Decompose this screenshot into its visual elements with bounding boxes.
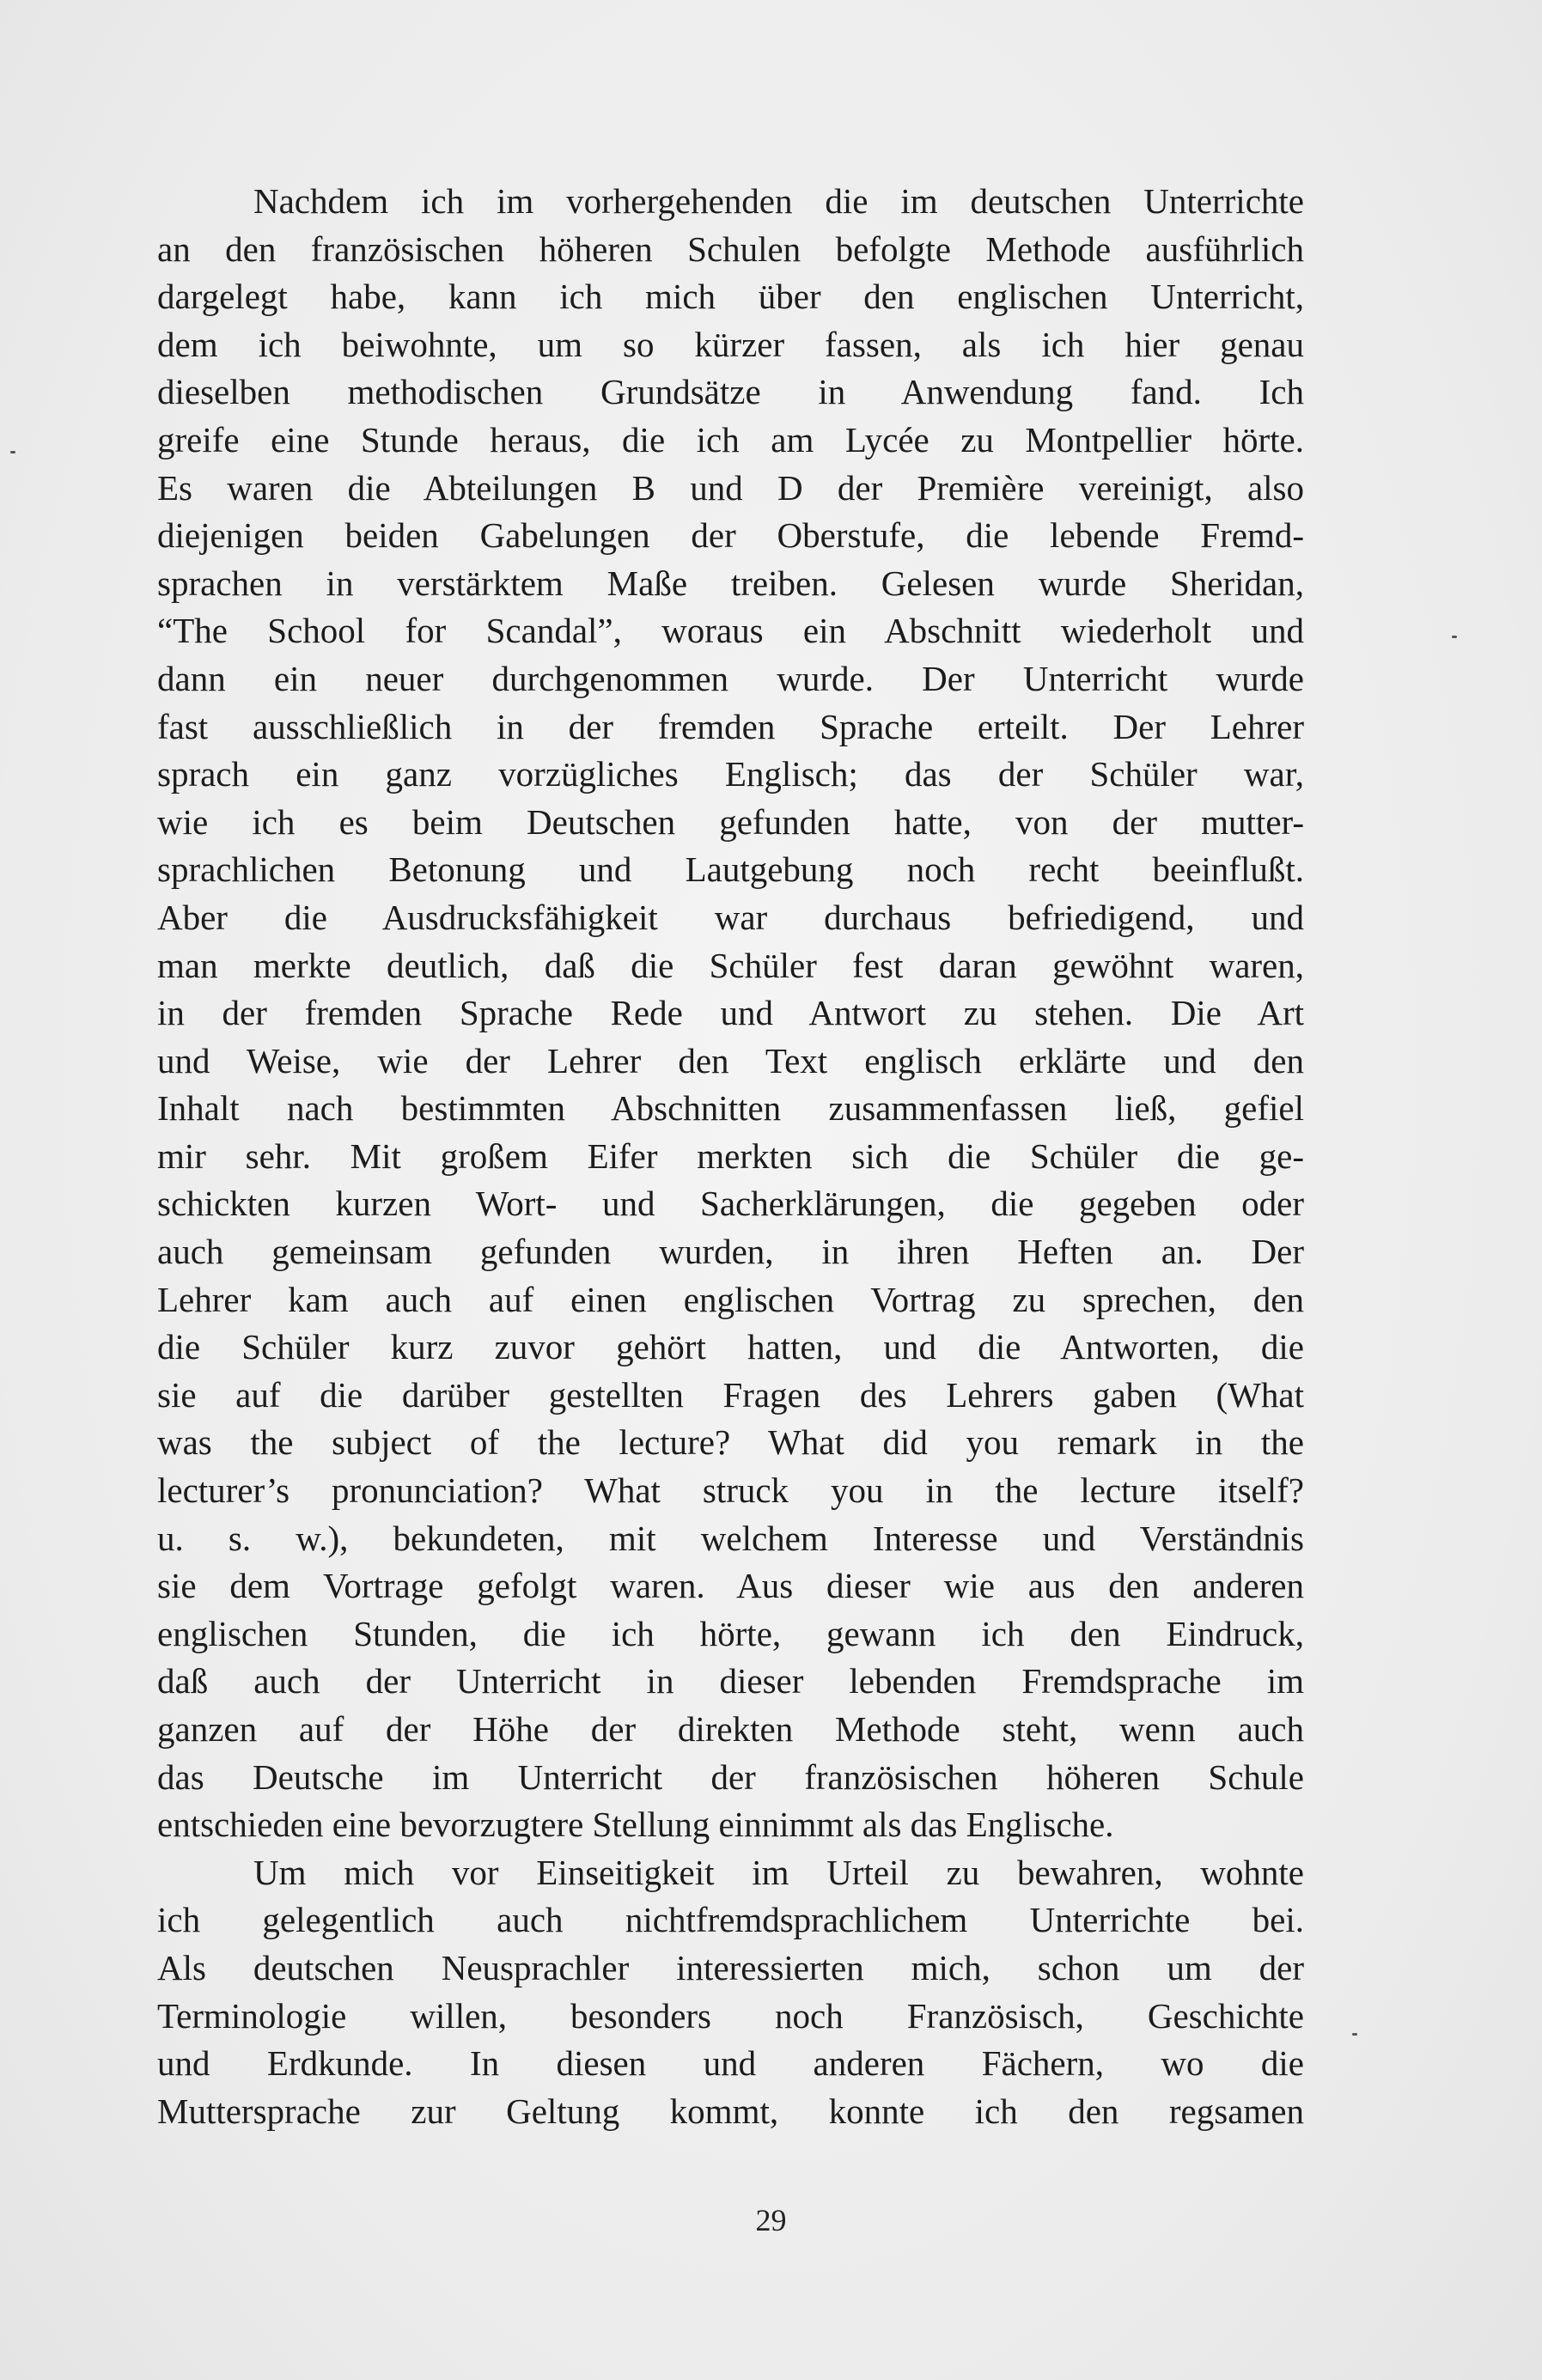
text-line: sie dem Vortrage gefolgt waren. Aus dieser wie aus den anderen <box>157 1566 1304 1606</box>
text-line: das Deutsche im Unterricht der französischen höheren Schule <box>157 1756 1304 1797</box>
text-line: sie auf die darüber gestellten Fragen des Lehrers gaben (What <box>157 1374 1304 1415</box>
text-line: greife eine Stunde heraus, die ich am Lycée zu Montpellier hörte. <box>157 419 1304 460</box>
text-line: sprachen in verstärktem Maße treiben. Gelesen wurde Sheridan, <box>157 563 1304 603</box>
text-line: lecturer’s pronunciation? What struck you in the lecture itself? <box>157 1470 1304 1511</box>
text-line: sprachlichen Betonung und Lautgebung noch recht beeinflußt. <box>157 849 1304 890</box>
text-line: englischen Stunden, die ich hörte, gewann ich den Eindruck, <box>157 1613 1304 1653</box>
scan-speck <box>10 451 15 453</box>
text-line: und Erdkunde. In diesen und anderen Fächern, wo die <box>157 2043 1304 2084</box>
text-line: dann ein neuer durchgenommen wurde. Der Unterricht wurde <box>157 658 1304 698</box>
text-line: Terminologie willen, besonders noch Französisch, Geschichte <box>157 1995 1304 2036</box>
text-line: Muttersprache zur Geltung kommt, konnte ich den regsamen <box>157 2091 1304 2131</box>
text-line: und Weise, wie der Lehrer den Text englisch erklärte und den <box>157 1040 1304 1080</box>
text-line: Es waren die Abteilungen B und D der Première vereinigt, also <box>157 467 1304 508</box>
text-line: u. s. w.), bekundeten, mit welchem Interesse und Verständnis <box>157 1518 1304 1558</box>
text-line: dieselben methodischen Grundsätze in Anwendung fand. Ich <box>157 372 1304 412</box>
text-line: die Schüler kurz zuvor gehört hatten, und die Antworten, die <box>157 1327 1304 1367</box>
text-line: fast ausschließlich in der fremden Sprache erteilt. Der Lehrer <box>157 706 1304 746</box>
text-line: man merkte deutlich, daß die Schüler fest daran gewöhnt waren, <box>157 945 1304 985</box>
text-line: wie ich es beim Deutschen gefunden hatte, von der mutter- <box>157 801 1304 842</box>
text-line: Lehrer kam auch auf einen englischen Vortrag zu sprechen, den <box>157 1279 1304 1319</box>
text-line: Nachdem ich im vorhergehenden die im deutschen Unterrichte <box>253 181 1304 221</box>
text-line: ganzen auf der Höhe der direkten Methode steht, wenn auch <box>157 1709 1304 1749</box>
text-line: entschieden eine bevorzugtere Stellung einnimmt als das Englische. <box>157 1805 1114 1845</box>
scan-speck <box>1352 2033 1357 2036</box>
text-line: auch gemeinsam gefunden wurden, in ihren Heften an. Der <box>157 1232 1304 1272</box>
text-line: diejenigen beiden Gabelungen der Oberstufe, die lebende Fremd- <box>157 515 1304 556</box>
text-line: sprach ein ganz vorzügliches Englisch; das der Schüler war, <box>157 754 1304 794</box>
text-line: dem ich beiwohnte, um so kürzer fassen, als ich hier genau <box>157 324 1304 364</box>
text-line: ich gelegentlich auch nichtfremdsprachlichem Unterrichte bei. <box>157 1900 1304 1940</box>
text-line: daß auch der Unterricht in dieser lebenden Fremdsprache im <box>157 1661 1304 1701</box>
text-line: Inhalt nach bestimmten Abschnitten zusammenfassen ließ, gefiel <box>157 1088 1304 1129</box>
text-line: Als deutschen Neusprachler interessierten mich, schon um der <box>157 1947 1304 1987</box>
text-line: Aber die Ausdrucksfähigkeit war durchaus befriedigend, und <box>157 897 1304 937</box>
text-line: dargelegt habe, kann ich mich über den englischen Unterricht, <box>157 277 1304 317</box>
text-line: Um mich vor Einseitigkeit im Urteil zu bewahren, wohnte <box>253 1852 1304 1892</box>
text-line: in der fremden Sprache Rede und Antwort zu stehen. Die Art <box>157 993 1304 1033</box>
text-line: mir sehr. Mit großem Eifer merkten sich die Schüler die ge- <box>157 1135 1304 1176</box>
text-line: was the subject of the lecture? What did you remark in the <box>157 1422 1304 1463</box>
text-line: “The School for Scandal”, woraus ein Abschnitt wiederholt und <box>157 611 1304 651</box>
text-line: schickten kurzen Wort- und Sacherklärungen, die gegeben oder <box>157 1184 1304 1224</box>
page-number: 29 <box>755 2203 787 2237</box>
text-line: an den französischen höheren Schulen befolgte Methode ausführlich <box>157 228 1304 269</box>
scan-speck <box>1452 636 1457 638</box>
body-text <box>157 178 1304 2135</box>
